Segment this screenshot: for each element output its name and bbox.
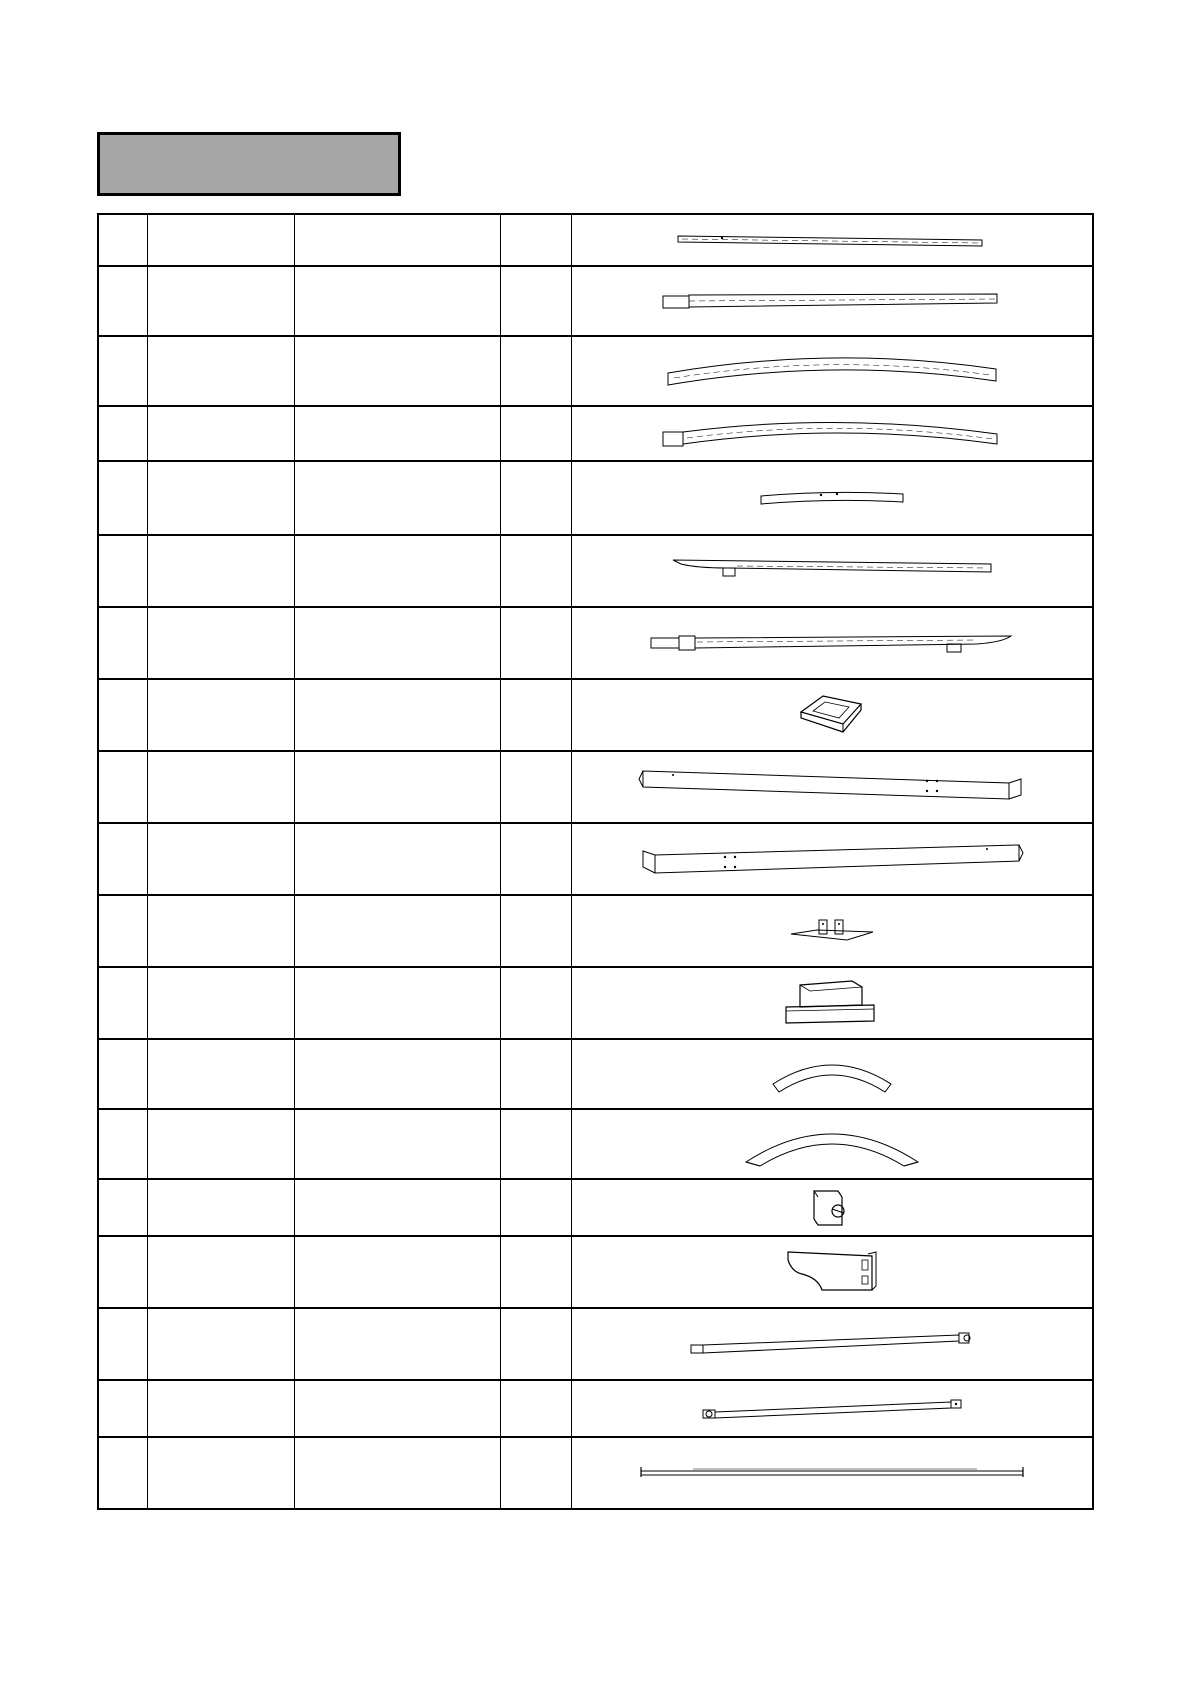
curved-beam-with-sleeve-icon bbox=[657, 416, 1007, 452]
part-number bbox=[98, 1308, 148, 1380]
part-name bbox=[148, 406, 295, 461]
corner-bracket-icon bbox=[782, 1246, 882, 1298]
part-drawing-cell bbox=[572, 1308, 1094, 1380]
part-number bbox=[98, 1179, 148, 1236]
part-quantity bbox=[501, 1380, 572, 1437]
table-row bbox=[98, 1179, 1093, 1236]
table-row bbox=[98, 823, 1093, 895]
part-drawing-cell bbox=[572, 679, 1094, 751]
part-drawing-cell bbox=[572, 751, 1094, 823]
parts-list-title-box bbox=[97, 132, 401, 196]
part-quantity bbox=[501, 535, 572, 607]
part-description bbox=[295, 266, 501, 336]
part-quantity bbox=[501, 461, 572, 535]
part-name bbox=[148, 336, 295, 406]
part-quantity bbox=[501, 1109, 572, 1179]
part-description bbox=[295, 1380, 501, 1437]
table-row bbox=[98, 607, 1093, 679]
part-description bbox=[295, 406, 501, 461]
short-curved-bar-icon bbox=[757, 486, 907, 510]
part-name bbox=[148, 1039, 295, 1109]
part-drawing-cell bbox=[572, 823, 1094, 895]
part-name bbox=[148, 461, 295, 535]
part-name bbox=[148, 535, 295, 607]
part-quantity bbox=[501, 967, 572, 1039]
square-post-left-icon bbox=[637, 837, 1027, 881]
table-row bbox=[98, 1380, 1093, 1437]
part-name bbox=[148, 1236, 295, 1308]
part-quantity bbox=[501, 1179, 572, 1236]
part-name bbox=[148, 895, 295, 967]
part-name bbox=[148, 679, 295, 751]
curved-beam-icon bbox=[662, 351, 1002, 391]
part-name bbox=[148, 266, 295, 336]
part-quantity bbox=[501, 214, 572, 266]
base-plate-icon bbox=[787, 916, 877, 946]
part-name bbox=[148, 1308, 295, 1380]
part-drawing-cell bbox=[572, 406, 1094, 461]
part-description bbox=[295, 1308, 501, 1380]
part-drawing-cell bbox=[572, 266, 1094, 336]
table-row bbox=[98, 967, 1093, 1039]
short-tie-rod-icon bbox=[697, 1394, 967, 1424]
part-drawing-cell bbox=[572, 1236, 1094, 1308]
table-row bbox=[98, 406, 1093, 461]
part-name bbox=[148, 1380, 295, 1437]
part-number bbox=[98, 823, 148, 895]
part-drawing-cell bbox=[572, 461, 1094, 535]
sleeved-bar-icon bbox=[657, 286, 1007, 316]
part-description bbox=[295, 1236, 501, 1308]
corner-connector-icon bbox=[808, 1185, 856, 1231]
sleeved-bracket-beam-icon bbox=[647, 626, 1017, 660]
part-number bbox=[98, 895, 148, 967]
table-row bbox=[98, 461, 1093, 535]
table-row bbox=[98, 751, 1093, 823]
part-description bbox=[295, 214, 501, 266]
part-number bbox=[98, 1380, 148, 1437]
part-number bbox=[98, 535, 148, 607]
part-drawing-cell bbox=[572, 1380, 1094, 1437]
part-drawing-cell bbox=[572, 967, 1094, 1039]
table-row bbox=[98, 1109, 1093, 1179]
part-number bbox=[98, 214, 148, 266]
part-name bbox=[148, 607, 295, 679]
table-row bbox=[98, 214, 1093, 266]
part-quantity bbox=[501, 266, 572, 336]
part-drawing-cell bbox=[572, 214, 1094, 266]
part-number bbox=[98, 336, 148, 406]
part-quantity bbox=[501, 1437, 572, 1509]
long-tie-rod-icon bbox=[687, 1329, 977, 1359]
table-row bbox=[98, 1236, 1093, 1308]
part-description bbox=[295, 535, 501, 607]
flat-rail-icon bbox=[637, 1461, 1027, 1485]
table-row bbox=[98, 1437, 1093, 1509]
part-description bbox=[295, 461, 501, 535]
large-arch-icon bbox=[742, 1114, 922, 1174]
part-drawing-cell bbox=[572, 1179, 1094, 1236]
part-name bbox=[148, 967, 295, 1039]
part-description bbox=[295, 1039, 501, 1109]
small-arch-icon bbox=[767, 1050, 897, 1098]
part-description bbox=[295, 607, 501, 679]
part-name bbox=[148, 1179, 295, 1236]
part-number bbox=[98, 967, 148, 1039]
part-number bbox=[98, 1236, 148, 1308]
part-number bbox=[98, 406, 148, 461]
part-description bbox=[295, 679, 501, 751]
part-number bbox=[98, 1039, 148, 1109]
table-row bbox=[98, 535, 1093, 607]
part-quantity bbox=[501, 607, 572, 679]
part-quantity bbox=[501, 1236, 572, 1308]
table-row bbox=[98, 895, 1093, 967]
part-description bbox=[295, 895, 501, 967]
part-description bbox=[295, 1437, 501, 1509]
part-name bbox=[148, 751, 295, 823]
part-number bbox=[98, 1109, 148, 1179]
part-description bbox=[295, 1109, 501, 1179]
bracket-beam-icon bbox=[667, 554, 997, 588]
part-quantity bbox=[501, 895, 572, 967]
part-name bbox=[148, 823, 295, 895]
part-number bbox=[98, 1437, 148, 1509]
part-drawing-cell bbox=[572, 336, 1094, 406]
part-quantity bbox=[501, 823, 572, 895]
part-description bbox=[295, 336, 501, 406]
part-quantity bbox=[501, 1308, 572, 1380]
part-quantity bbox=[501, 336, 572, 406]
table-row bbox=[98, 1308, 1093, 1380]
table-row bbox=[98, 1039, 1093, 1109]
part-quantity bbox=[501, 751, 572, 823]
part-description bbox=[295, 967, 501, 1039]
part-description bbox=[295, 823, 501, 895]
part-description bbox=[295, 751, 501, 823]
part-name bbox=[148, 1109, 295, 1179]
table-row bbox=[98, 266, 1093, 336]
square-post-right-icon bbox=[637, 765, 1027, 809]
part-drawing-cell bbox=[572, 535, 1094, 607]
part-quantity bbox=[501, 406, 572, 461]
part-name bbox=[148, 1437, 295, 1509]
part-quantity bbox=[501, 1039, 572, 1109]
part-description bbox=[295, 1179, 501, 1236]
table-row bbox=[98, 336, 1093, 406]
part-drawing-cell bbox=[572, 607, 1094, 679]
straight-bar-icon bbox=[672, 228, 992, 252]
part-number bbox=[98, 751, 148, 823]
part-drawing-cell bbox=[572, 1437, 1094, 1509]
part-drawing-cell bbox=[572, 1109, 1094, 1179]
part-quantity bbox=[501, 679, 572, 751]
part-name bbox=[148, 214, 295, 266]
part-drawing-cell bbox=[572, 895, 1094, 967]
part-number bbox=[98, 461, 148, 535]
part-number bbox=[98, 607, 148, 679]
table-row bbox=[98, 679, 1093, 751]
part-drawing-cell bbox=[572, 1039, 1094, 1109]
post-base-cover-icon bbox=[782, 975, 882, 1031]
part-number bbox=[98, 679, 148, 751]
post-cap-icon bbox=[797, 690, 867, 740]
part-number bbox=[98, 266, 148, 336]
parts-table bbox=[97, 213, 1094, 1510]
